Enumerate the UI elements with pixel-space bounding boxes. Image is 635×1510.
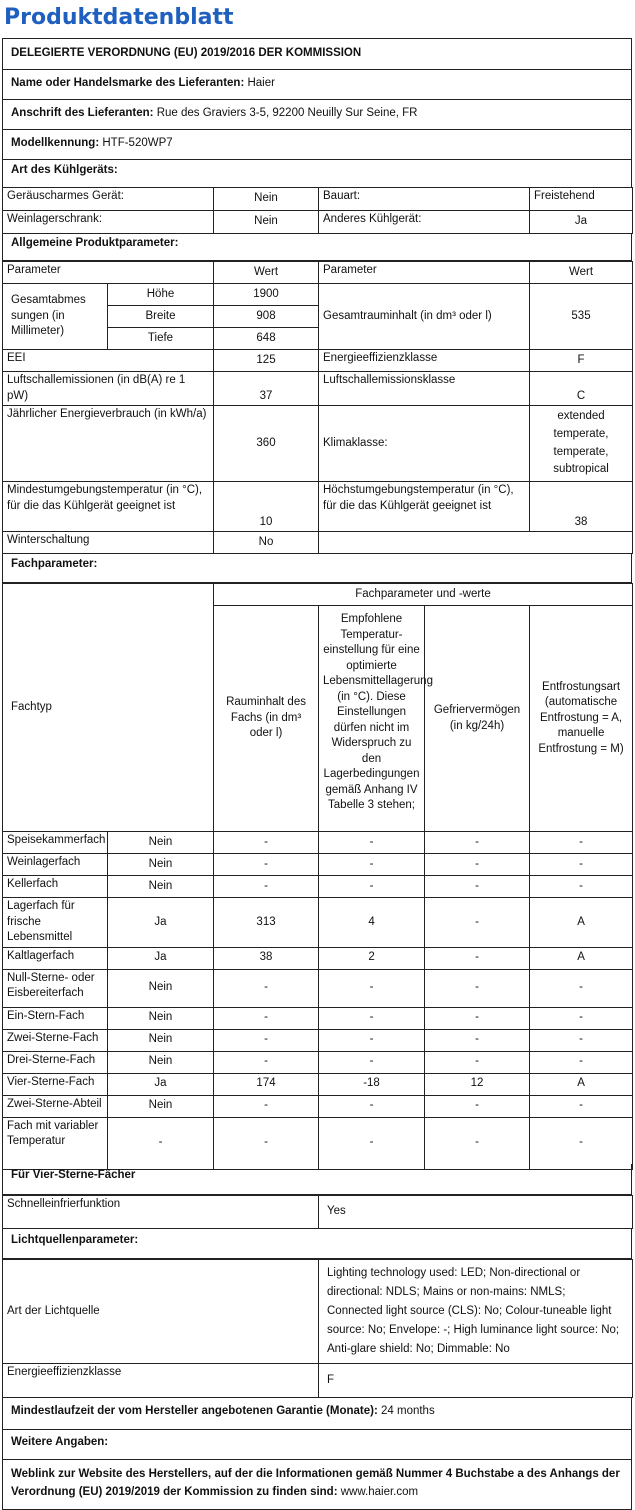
compartment-volume: - (214, 854, 319, 876)
compartment-volume: - (214, 876, 319, 898)
supplier-name-row (2, 70, 632, 100)
noise-label: Luftschallemissionen (in dB(A) re 1 pW) (3, 372, 214, 406)
table-row (3, 1029, 633, 1051)
noise-class-value: C (530, 372, 633, 406)
compartment-volume: - (214, 832, 319, 854)
design-label: Bauart: (319, 188, 530, 211)
compartment-present: Ja (108, 898, 214, 948)
light-energy-class-value: F (319, 1364, 633, 1398)
compartment-group-header: Fachparameter und -werte (214, 584, 633, 606)
compartment-freezing-capacity: - (425, 898, 530, 948)
compartment-type-header: Fachtyp (3, 584, 214, 832)
table-row (3, 876, 633, 898)
energy-class-label: Energieeffizienzklasse (319, 350, 530, 372)
warranty-value: 24 months (381, 1405, 435, 1417)
max-temp-label: Höchstumgebungstemperatur (in °C), für die das Kühlgerät geeignet ist (319, 482, 530, 532)
quick-freeze-value: Yes (319, 1196, 633, 1229)
compartment-defrost: A (530, 898, 633, 948)
compartment-volume: - (214, 1117, 319, 1169)
noise-value: 37 (214, 372, 319, 406)
compartment-temperature: - (319, 1117, 425, 1169)
compartment-name: Speisekammerfach (3, 832, 108, 854)
compartment-name: Ein-Stern-Fach (3, 1007, 108, 1029)
weblink-value[interactable]: www.haier.com (340, 1486, 419, 1499)
height-value: 1900 (214, 284, 319, 306)
warranty-label: Mindestlaufzeit der vom Hersteller angebotenen Garantie (Monate): (11, 1405, 378, 1417)
compartment-defrost: - (530, 1007, 633, 1029)
compartment-volume: - (214, 1029, 319, 1051)
table-row (3, 1117, 633, 1169)
compartment-name: Kaltlagerfach (3, 947, 108, 969)
compartment-temperature: - (319, 854, 425, 876)
width-label: Breite (108, 306, 214, 328)
climate-class-value: extended temperate, temperate, subtropical (530, 406, 633, 482)
model-row (2, 130, 632, 160)
table-row (3, 1051, 633, 1073)
compartment-present: Ja (108, 947, 214, 969)
compartment-present: Nein (108, 832, 214, 854)
compartment-present: Nein (108, 854, 214, 876)
compartment-freezing-capacity: - (425, 876, 530, 898)
compartment-temperature: - (319, 1007, 425, 1029)
table-row (3, 947, 633, 969)
width-value: 908 (214, 306, 319, 328)
compartment-heading: Fachparameter: (2, 553, 632, 583)
model-value: HTF-520WP7 (102, 137, 173, 149)
warranty-row (2, 1398, 632, 1430)
further-heading: Weitere Angaben: (2, 1430, 632, 1460)
compartment-name: Fach mit variabler Temperatur (3, 1117, 108, 1169)
compartment-name: Null-Sterne- oder Eisbereiterfach (3, 969, 108, 1007)
volume-header: Rauminhalt des Fachs (in dm³ oder l) (214, 606, 319, 832)
general-heading: Allgemeine Produktparameter: (2, 233, 632, 261)
compartment-present: - (108, 1117, 214, 1169)
general-parameters-table (2, 261, 633, 554)
compartment-temperature: - (319, 1095, 425, 1117)
compartment-freezing-capacity: - (425, 854, 530, 876)
compartment-present: Ja (108, 1073, 214, 1095)
compartment-freezing-capacity: - (425, 1051, 530, 1073)
compartment-present: Nein (108, 969, 214, 1007)
compartment-defrost: - (530, 854, 633, 876)
compartment-temperature: - (319, 1029, 425, 1051)
table-row (3, 1073, 633, 1095)
quick-freeze-label: Schnelleinfrierfunktion (3, 1196, 319, 1229)
winter-label: Winterschaltung (3, 532, 214, 554)
min-temp-value: 10 (214, 482, 319, 532)
compartment-defrost: - (530, 1029, 633, 1051)
table-row (3, 854, 633, 876)
compartment-freezing-capacity: - (425, 1007, 530, 1029)
design-value: Freistehend (530, 188, 633, 211)
compartment-name: Kellerfach (3, 876, 108, 898)
winter-value: No (214, 532, 319, 554)
compartment-defrost: - (530, 876, 633, 898)
climate-class-label: Klimaklasse: (319, 406, 530, 482)
compartment-freezing-capacity: - (425, 969, 530, 1007)
appliance-type-heading: Art des Kühlgeräts: (2, 160, 632, 188)
compartment-temperature: 4 (319, 898, 425, 948)
compartment-temperature: - (319, 832, 425, 854)
compartment-temperature: - (319, 969, 425, 1007)
supplier-address-label: Anschrift des Lieferanten: (11, 107, 154, 119)
table-row (3, 969, 633, 1007)
regulation-heading: DELEGIERTE VERORDNUNG (EU) 2019/2016 DER KOMMISSION (2, 38, 632, 70)
compartment-defrost: - (530, 1117, 633, 1169)
compartment-name: Lagerfach für frische Lebensmittel (3, 898, 108, 948)
eei-label: EEI (3, 350, 214, 372)
compartment-volume: - (214, 1051, 319, 1073)
compartment-freezing-capacity: 12 (425, 1073, 530, 1095)
light-type-value: Lighting technology used: LED; Non-directional or directional: NDLS; Mains or non-mains: NMLS; Connected light source (CLS): No; Colour-tuneable light source: No; Envelope: -; High luminance light source: No; Anti-glare shield: No; Dimmable: No (319, 1260, 633, 1364)
compartment-volume: 313 (214, 898, 319, 948)
value-header-2: Wert (530, 262, 633, 284)
depth-label: Tiefe (108, 328, 214, 350)
appliance-type-table (2, 187, 633, 234)
noise-class-label: Luftschallemissionsklasse (319, 372, 530, 406)
value-header: Wert (214, 262, 319, 284)
wine-cabinet-label: Weinlagerschrank: (3, 211, 214, 234)
table-row (3, 898, 633, 948)
winter-empty (319, 532, 633, 554)
other-appliance-value: Ja (530, 211, 633, 234)
compartment-name: Drei-Sterne-Fach (3, 1051, 108, 1073)
annual-energy-label: Jährlicher Energieverbrauch (in kWh/a) (3, 406, 214, 482)
compartment-defrost: - (530, 832, 633, 854)
supplier-address-row (2, 100, 632, 130)
compartment-present: Nein (108, 1029, 214, 1051)
height-label: Höhe (108, 284, 214, 306)
weblink-label: Weblink zur Website des Herstellers, auf der die Informationen gemäß Nummer 4 Buchstabe a des Anhangs der Verordnung (EU) 2019/2019 der Kommission zu finden sind: (11, 1468, 620, 1499)
compartment-volume: 174 (214, 1073, 319, 1095)
table-row (3, 832, 633, 854)
wine-cabinet-value: Nein (214, 211, 319, 234)
compartment-table (2, 583, 633, 1170)
supplier-name-value: Haier (247, 77, 275, 89)
param-header: Parameter (3, 262, 214, 284)
max-temp-value: 38 (530, 482, 633, 532)
compartment-name: Vier-Sterne-Fach (3, 1073, 108, 1095)
temperature-header: Empfohlene Temperatur-einstellung für eine optimierte Lebensmittellagerung (in °C). Diese Einstellungen dürfen nicht im Widerspruch zu den Lagerbedingungen gemäß Anhang IV Tabelle 3 stehen; (319, 606, 425, 832)
light-heading: Lichtquellenparameter: (2, 1229, 632, 1259)
compartment-defrost: - (530, 1051, 633, 1073)
compartment-freezing-capacity: - (425, 1029, 530, 1051)
total-volume-value: 535 (530, 284, 633, 350)
defrost-type-header: Entfrostungsart (automatische Entfrostung = A, manuelle Entfrostung = M) (530, 606, 633, 832)
compartment-name: Weinlagerfach (3, 854, 108, 876)
compartment-defrost: A (530, 1073, 633, 1095)
page-title: Produktdatenblatt (4, 5, 234, 30)
compartment-volume: - (214, 1007, 319, 1029)
light-table (2, 1259, 633, 1398)
dimensions-label: Gesamtabmes sungen (in Millimeter) (3, 284, 108, 350)
eei-value: 125 (214, 350, 319, 372)
freezing-capacity-header: Gefriervermögen (in kg/24h) (425, 606, 530, 832)
compartment-freezing-capacity: - (425, 1117, 530, 1169)
low-noise-label: Geräuscharmes Gerät: (3, 188, 214, 211)
supplier-name-label: Name oder Handelsmarke des Lieferanten: (11, 77, 245, 89)
low-noise-value: Nein (214, 188, 319, 211)
compartment-volume: - (214, 1095, 319, 1117)
supplier-address-value: Rue des Graviers 3-5, 92200 Neuilly Sur Seine, FR (156, 107, 418, 119)
total-volume-label: Gesamtrauminhalt (in dm³ oder l) (319, 284, 530, 350)
compartment-temperature: - (319, 876, 425, 898)
table-row (3, 1095, 633, 1117)
compartment-name: Zwei-Sterne-Abteil (3, 1095, 108, 1117)
annual-energy-value: 360 (214, 406, 319, 482)
min-temp-label: Mindestumgebungstemperatur (in °C), für die das Kühlgerät geeignet ist (3, 482, 214, 532)
light-type-label: Art der Lichtquelle (3, 1260, 319, 1364)
quick-freeze-table (2, 1195, 633, 1229)
compartment-temperature: 2 (319, 947, 425, 969)
depth-value: 648 (214, 328, 319, 350)
compartment-freezing-capacity: - (425, 947, 530, 969)
compartment-defrost: A (530, 947, 633, 969)
compartment-defrost: - (530, 1095, 633, 1117)
compartment-volume: - (214, 969, 319, 1007)
compartment-temperature: - (319, 1051, 425, 1073)
light-energy-class-label: Energieeffizienzklasse (3, 1364, 319, 1398)
compartment-freezing-capacity: - (425, 832, 530, 854)
compartment-volume: 38 (214, 947, 319, 969)
compartment-temperature: -18 (319, 1073, 425, 1095)
compartment-freezing-capacity: - (425, 1095, 530, 1117)
param-header-2: Parameter (319, 262, 530, 284)
model-label: Modellkennung: (11, 137, 100, 149)
compartment-present: Nein (108, 1051, 214, 1073)
weblink-row (2, 1460, 632, 1510)
other-appliance-label: Anderes Kühlgerät: (319, 211, 530, 234)
compartment-defrost: - (530, 969, 633, 1007)
energy-class-value: F (530, 350, 633, 372)
table-row (3, 1007, 633, 1029)
compartment-name: Zwei-Sterne-Fach (3, 1029, 108, 1051)
compartment-present: Nein (108, 1007, 214, 1029)
compartment-present: Nein (108, 876, 214, 898)
compartment-present: Nein (108, 1095, 214, 1117)
four-star-heading: Für Vier-Sterne-Fächer (2, 1164, 632, 1195)
